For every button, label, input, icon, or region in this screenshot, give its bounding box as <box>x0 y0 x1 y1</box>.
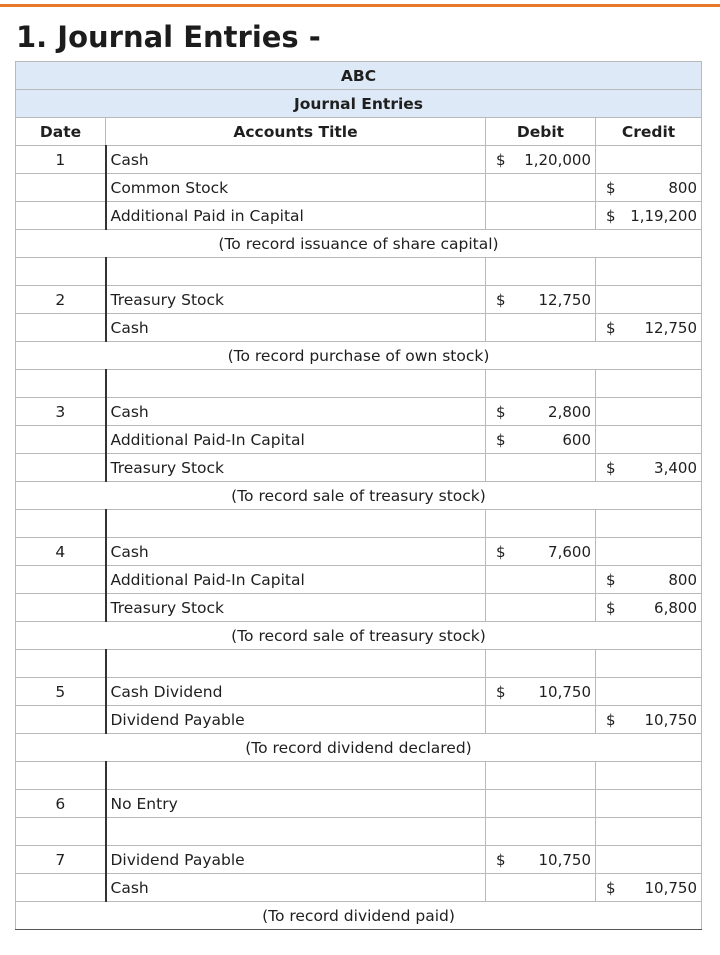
date-cell <box>16 454 106 482</box>
currency-symbol: $ <box>606 570 616 589</box>
narration-row <box>16 482 702 510</box>
date-cell <box>16 202 106 230</box>
date-cell: 4 <box>16 538 106 566</box>
date-cell <box>16 314 106 342</box>
entry-row <box>16 174 702 202</box>
account-cell: No Entry <box>106 790 486 818</box>
narration-text: (To record dividend paid) <box>16 902 702 930</box>
debit-value: 600 <box>562 430 591 449</box>
debit-cell <box>486 398 596 426</box>
blank-cell <box>596 258 702 286</box>
credit-value: 800 <box>668 178 697 197</box>
account-cell: Dividend Payable <box>106 706 486 734</box>
narration-text: (To record sale of treasury stock) <box>16 622 702 650</box>
blank-cell <box>106 370 486 398</box>
entry-row <box>16 706 702 734</box>
section-heading: 1. Journal Entries - <box>16 20 321 54</box>
blank-cell <box>486 818 596 846</box>
entry-row <box>16 146 702 174</box>
blank-cell <box>486 650 596 678</box>
credit-cell <box>596 566 702 594</box>
date-cell <box>16 874 106 902</box>
debit-cell <box>486 202 596 230</box>
blank-cell <box>596 370 702 398</box>
credit-cell <box>596 594 702 622</box>
debit-cell <box>486 174 596 202</box>
debit-cell <box>486 566 596 594</box>
debit-amount <box>486 683 595 701</box>
narration-row <box>16 734 702 762</box>
debit-value: 1,20,000 <box>524 150 591 169</box>
entry-row <box>16 538 702 566</box>
company-row <box>16 62 702 90</box>
credit-cell <box>596 202 702 230</box>
report-title: Journal Entries <box>16 90 702 118</box>
debit-amount <box>486 291 595 309</box>
narration-text: (To record dividend declared) <box>16 734 702 762</box>
account-cell: Additional Paid-In Capital <box>106 566 486 594</box>
entry-row <box>16 846 702 874</box>
credit-cell <box>596 286 702 314</box>
credit-cell <box>596 678 702 706</box>
narration-row <box>16 342 702 370</box>
blank-cell <box>596 818 702 846</box>
narration-text: (To record sale of treasury stock) <box>16 482 702 510</box>
credit-value: 12,750 <box>644 318 697 337</box>
blank-cell <box>16 258 106 286</box>
credit-cell <box>596 790 702 818</box>
debit-cell <box>486 426 596 454</box>
narration-row <box>16 230 702 258</box>
account-cell: Cash <box>106 538 486 566</box>
blank-cell <box>486 370 596 398</box>
date-cell: 6 <box>16 790 106 818</box>
currency-symbol: $ <box>496 542 506 561</box>
credit-cell <box>596 314 702 342</box>
debit-cell <box>486 846 596 874</box>
account-cell: Treasury Stock <box>106 594 486 622</box>
credit-cell <box>596 454 702 482</box>
currency-symbol: $ <box>496 290 506 309</box>
debit-value: 10,750 <box>538 850 591 869</box>
account-cell: Cash Dividend <box>106 678 486 706</box>
credit-header: Credit <box>596 118 702 146</box>
date-cell: 1 <box>16 146 106 174</box>
currency-symbol: $ <box>606 318 616 337</box>
credit-value: 10,750 <box>644 710 697 729</box>
entry-row <box>16 594 702 622</box>
blank-row <box>16 650 702 678</box>
blank-cell <box>596 762 702 790</box>
entry-row <box>16 566 702 594</box>
debit-amount <box>486 431 595 449</box>
blank-cell <box>106 818 486 846</box>
debit-cell <box>486 594 596 622</box>
credit-amount <box>596 711 701 729</box>
debit-cell <box>486 314 596 342</box>
currency-symbol: $ <box>496 682 506 701</box>
date-cell: 7 <box>16 846 106 874</box>
narration-row <box>16 622 702 650</box>
credit-cell <box>596 146 702 174</box>
blank-row <box>16 510 702 538</box>
entry-row <box>16 314 702 342</box>
blank-cell <box>486 762 596 790</box>
credit-amount <box>596 879 701 897</box>
blank-cell <box>596 510 702 538</box>
blank-row <box>16 818 702 846</box>
currency-symbol: $ <box>606 710 616 729</box>
credit-value: 6,800 <box>654 598 697 617</box>
account-cell: Additional Paid in Capital <box>106 202 486 230</box>
debit-value: 2,800 <box>548 402 591 421</box>
column-header-row <box>16 118 702 146</box>
account-cell: Additional Paid-In Capital <box>106 426 486 454</box>
account-cell: Treasury Stock <box>106 286 486 314</box>
entry-row <box>16 426 702 454</box>
debit-value: 12,750 <box>538 290 591 309</box>
date-cell <box>16 594 106 622</box>
account-cell: Common Stock <box>106 174 486 202</box>
credit-cell <box>596 706 702 734</box>
blank-cell <box>486 510 596 538</box>
entry-row <box>16 790 702 818</box>
debit-cell <box>486 790 596 818</box>
account-cell: Cash <box>106 398 486 426</box>
date-header: Date <box>16 118 106 146</box>
credit-value: 3,400 <box>654 458 697 477</box>
debit-header: Debit <box>486 118 596 146</box>
debit-cell <box>486 706 596 734</box>
entry-row <box>16 398 702 426</box>
debit-cell <box>486 538 596 566</box>
blank-cell <box>16 510 106 538</box>
narration-text: (To record purchase of own stock) <box>16 342 702 370</box>
debit-amount <box>486 543 595 561</box>
debit-value: 7,600 <box>548 542 591 561</box>
credit-amount <box>596 207 701 225</box>
account-cell: Cash <box>106 314 486 342</box>
date-cell <box>16 426 106 454</box>
credit-amount <box>596 571 701 589</box>
entry-row <box>16 202 702 230</box>
blank-cell <box>16 370 106 398</box>
blank-cell <box>16 762 106 790</box>
debit-amount <box>486 403 595 421</box>
account-cell: Treasury Stock <box>106 454 486 482</box>
date-cell <box>16 174 106 202</box>
debit-cell <box>486 874 596 902</box>
credit-cell <box>596 874 702 902</box>
credit-value: 10,750 <box>644 878 697 897</box>
blank-row <box>16 762 702 790</box>
entry-row <box>16 874 702 902</box>
company-name: ABC <box>16 62 702 90</box>
blank-row <box>16 258 702 286</box>
top-accent-rule <box>0 4 720 7</box>
currency-symbol: $ <box>496 430 506 449</box>
currency-symbol: $ <box>496 850 506 869</box>
entry-row <box>16 454 702 482</box>
currency-symbol: $ <box>606 178 616 197</box>
credit-cell <box>596 846 702 874</box>
credit-cell <box>596 398 702 426</box>
debit-cell <box>486 146 596 174</box>
blank-cell <box>16 650 106 678</box>
blank-cell <box>106 650 486 678</box>
entry-row <box>16 286 702 314</box>
date-cell <box>16 566 106 594</box>
credit-amount <box>596 319 701 337</box>
account-cell: Cash <box>106 146 486 174</box>
credit-value: 1,19,200 <box>630 206 697 225</box>
narration-row <box>16 902 702 930</box>
credit-cell <box>596 174 702 202</box>
credit-cell <box>596 538 702 566</box>
blank-cell <box>106 510 486 538</box>
currency-symbol: $ <box>496 150 506 169</box>
account-header: Accounts Title <box>106 118 486 146</box>
account-cell: Cash <box>106 874 486 902</box>
blank-cell <box>486 258 596 286</box>
credit-cell <box>596 426 702 454</box>
debit-cell <box>486 286 596 314</box>
credit-amount <box>596 179 701 197</box>
currency-symbol: $ <box>606 458 616 477</box>
date-cell: 3 <box>16 398 106 426</box>
blank-cell <box>106 258 486 286</box>
currency-symbol: $ <box>496 402 506 421</box>
credit-amount <box>596 459 701 477</box>
journal-table <box>15 61 702 930</box>
debit-amount <box>486 851 595 869</box>
currency-symbol: $ <box>606 598 616 617</box>
credit-amount <box>596 599 701 617</box>
debit-cell <box>486 454 596 482</box>
blank-cell <box>106 762 486 790</box>
date-cell: 2 <box>16 286 106 314</box>
narration-text: (To record issuance of share capital) <box>16 230 702 258</box>
debit-value: 10,750 <box>538 682 591 701</box>
debit-cell <box>486 678 596 706</box>
date-cell: 5 <box>16 678 106 706</box>
date-cell <box>16 706 106 734</box>
credit-value: 800 <box>668 570 697 589</box>
currency-symbol: $ <box>606 206 616 225</box>
account-cell: Dividend Payable <box>106 846 486 874</box>
debit-amount <box>486 151 595 169</box>
blank-cell <box>16 818 106 846</box>
entry-row <box>16 678 702 706</box>
blank-cell <box>596 650 702 678</box>
currency-symbol: $ <box>606 878 616 897</box>
blank-row <box>16 370 702 398</box>
report-title-row <box>16 90 702 118</box>
